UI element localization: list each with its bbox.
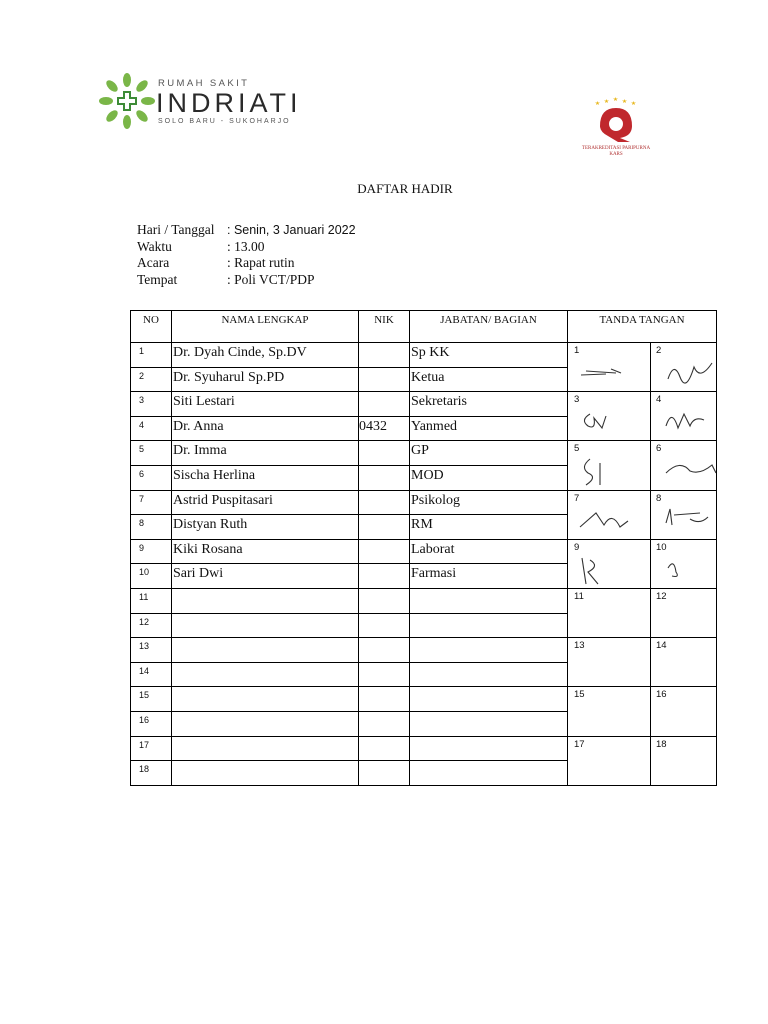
signature-cell — [568, 343, 717, 392]
handwritten-signature — [576, 406, 636, 440]
row-name — [172, 687, 359, 712]
row-role: Farmasi — [410, 564, 568, 589]
header-signature: TANDA TANGAN — [568, 311, 717, 343]
row-number: 6 — [131, 465, 172, 490]
row-role — [410, 761, 568, 786]
row-number: 10 — [131, 564, 172, 589]
row-number: 4 — [131, 416, 172, 441]
row-nik — [359, 588, 410, 613]
signature-number: 1 — [574, 345, 580, 356]
row-nik — [359, 441, 410, 466]
signature-cell — [568, 687, 717, 736]
row-name — [172, 638, 359, 663]
signature-number: 13 — [574, 640, 585, 652]
row-number: 16 — [131, 711, 172, 736]
row-number: 12 — [131, 613, 172, 638]
info-label: Tempat — [137, 271, 178, 287]
hospital-name: INDRIATI — [156, 88, 302, 118]
row-role: Laborat — [410, 539, 568, 564]
row-name: Astrid Puspitasari — [172, 490, 359, 515]
signature-number: 5 — [574, 443, 580, 455]
signature-number: 16 — [656, 689, 667, 701]
signature-cell — [568, 588, 717, 637]
table-row — [131, 392, 717, 417]
row-number: 18 — [131, 761, 172, 786]
table-row — [131, 687, 717, 712]
accreditation-text: TERAKREDITASI PARIPURNA KARS — [581, 146, 651, 157]
row-number: 3 — [131, 392, 172, 417]
header-role: JABATAN/ BAGIAN — [410, 311, 568, 343]
handwritten-signature — [576, 554, 636, 588]
row-nik — [359, 662, 410, 687]
row-role — [410, 711, 568, 736]
signature-number: 9 — [574, 541, 580, 553]
table-header-row — [131, 311, 717, 343]
header-nik: NIK — [359, 311, 410, 343]
row-name — [172, 613, 359, 638]
accreditation-badge — [578, 96, 658, 176]
row-role — [410, 638, 568, 663]
row-name: Distyan Ruth — [172, 515, 359, 540]
info-value: : 13.00 — [227, 238, 265, 254]
row-number: 8 — [131, 515, 172, 540]
signature-number: 11 — [574, 590, 584, 602]
row-role: Sp KK — [410, 343, 568, 368]
row-name: Dr. Dyah Cinde, Sp.DV — [172, 343, 359, 368]
row-nik — [359, 638, 410, 663]
hospital-logo — [98, 70, 328, 130]
row-role — [410, 736, 568, 761]
signature-number: 15 — [574, 689, 585, 701]
signature-number: 14 — [656, 640, 667, 652]
row-nik — [359, 564, 410, 589]
info-value: : Rapat rutin — [227, 255, 295, 270]
accreditation-emblem-icon — [578, 96, 658, 146]
handwritten-signature — [660, 455, 717, 489]
signature-number: 6 — [656, 443, 662, 455]
handwritten-signature — [576, 455, 636, 489]
table-row — [131, 343, 717, 368]
row-nik: 0432 — [359, 416, 410, 441]
row-nik — [359, 343, 410, 368]
row-name: Siti Lestari — [172, 392, 359, 417]
signature-number: 8 — [656, 492, 662, 504]
table-row — [131, 588, 717, 613]
table-row — [131, 490, 717, 515]
row-role: MOD — [410, 465, 568, 490]
handwritten-signature — [576, 505, 636, 539]
handwritten-signature — [660, 357, 717, 391]
row-number: 14 — [131, 662, 172, 687]
row-name: Sischa Herlina — [172, 465, 359, 490]
row-role: Yanmed — [410, 416, 568, 441]
row-name — [172, 761, 359, 786]
info-value: : Senin, 3 Januari 2022 — [227, 223, 356, 237]
row-name — [172, 711, 359, 736]
row-number: 2 — [131, 367, 172, 392]
row-role: Sekretaris — [410, 392, 568, 417]
row-number: 9 — [131, 539, 172, 564]
row-name — [172, 662, 359, 687]
row-number: 7 — [131, 490, 172, 515]
signature-divider — [650, 491, 651, 539]
handwritten-signature — [660, 505, 717, 539]
hospital-leaf-icon — [98, 72, 156, 130]
row-nik — [359, 736, 410, 761]
header-no: NO — [131, 311, 172, 343]
signature-divider — [650, 687, 651, 735]
signature-divider — [650, 343, 651, 391]
signature-divider — [650, 392, 651, 440]
row-role: RM — [410, 515, 568, 540]
row-name: Dr. Syuharul Sp.PD — [172, 367, 359, 392]
signature-cell — [568, 638, 717, 687]
document-title: DAFTAR HADIR — [357, 181, 453, 196]
table-row — [131, 539, 717, 564]
handwritten-signature — [660, 554, 717, 588]
row-nik — [359, 613, 410, 638]
signature-divider — [650, 540, 651, 588]
row-nik — [359, 392, 410, 417]
signature-number: 10 — [656, 541, 667, 553]
row-role: Ketua — [410, 367, 568, 392]
row-nik — [359, 515, 410, 540]
row-number: 15 — [131, 687, 172, 712]
row-nik — [359, 711, 410, 736]
signature-number: 17 — [574, 738, 585, 750]
table-row — [131, 441, 717, 466]
row-name — [172, 736, 359, 761]
signature-cell — [568, 736, 717, 785]
row-nik — [359, 490, 410, 515]
row-name: Dr. Imma — [172, 441, 359, 466]
info-value: : Poli VCT/PDP — [227, 271, 315, 287]
row-number: 5 — [131, 441, 172, 466]
row-role: Psikolog — [410, 490, 568, 515]
row-role — [410, 588, 568, 613]
row-name — [172, 588, 359, 613]
signature-number: 18 — [656, 738, 667, 750]
table-row — [131, 638, 717, 663]
header-name: NAMA LENGKAP — [172, 311, 359, 343]
hospital-label: RUMAH SAKIT — [158, 78, 250, 89]
signature-number: 12 — [656, 590, 667, 602]
signature-divider — [650, 589, 651, 637]
attendance-table — [130, 310, 717, 786]
signature-divider — [650, 737, 651, 785]
signature-divider — [650, 441, 651, 489]
row-nik — [359, 687, 410, 712]
row-name: Kiki Rosana — [172, 539, 359, 564]
signature-cell — [568, 539, 717, 588]
handwritten-signature — [576, 357, 636, 391]
signature-divider — [650, 638, 651, 686]
signature-number: 3 — [574, 394, 580, 406]
info-label: Waktu — [137, 238, 172, 254]
row-role: GP — [410, 441, 568, 466]
signature-number: 2 — [656, 345, 662, 356]
signature-cell — [568, 392, 717, 441]
row-name: Dr. Anna — [172, 416, 359, 441]
signature-number: 4 — [656, 394, 662, 406]
handwritten-signature — [660, 406, 717, 440]
row-number: 1 — [131, 343, 172, 368]
signature-cell — [568, 490, 717, 539]
row-nik — [359, 539, 410, 564]
row-nik — [359, 761, 410, 786]
row-number: 13 — [131, 638, 172, 663]
row-nik — [359, 367, 410, 392]
row-nik — [359, 465, 410, 490]
signature-number: 7 — [574, 492, 580, 504]
row-name: Sari Dwi — [172, 564, 359, 589]
row-role — [410, 613, 568, 638]
row-number: 17 — [131, 736, 172, 761]
hospital-location: SOLO BARU - SUKOHARJO — [158, 118, 291, 125]
row-role — [410, 687, 568, 712]
signature-cell — [568, 441, 717, 490]
table-row — [131, 736, 717, 761]
row-number: 11 — [131, 588, 172, 613]
info-label: Hari / Tanggal — [137, 222, 215, 237]
row-role — [410, 662, 568, 687]
info-label: Acara — [137, 255, 170, 270]
